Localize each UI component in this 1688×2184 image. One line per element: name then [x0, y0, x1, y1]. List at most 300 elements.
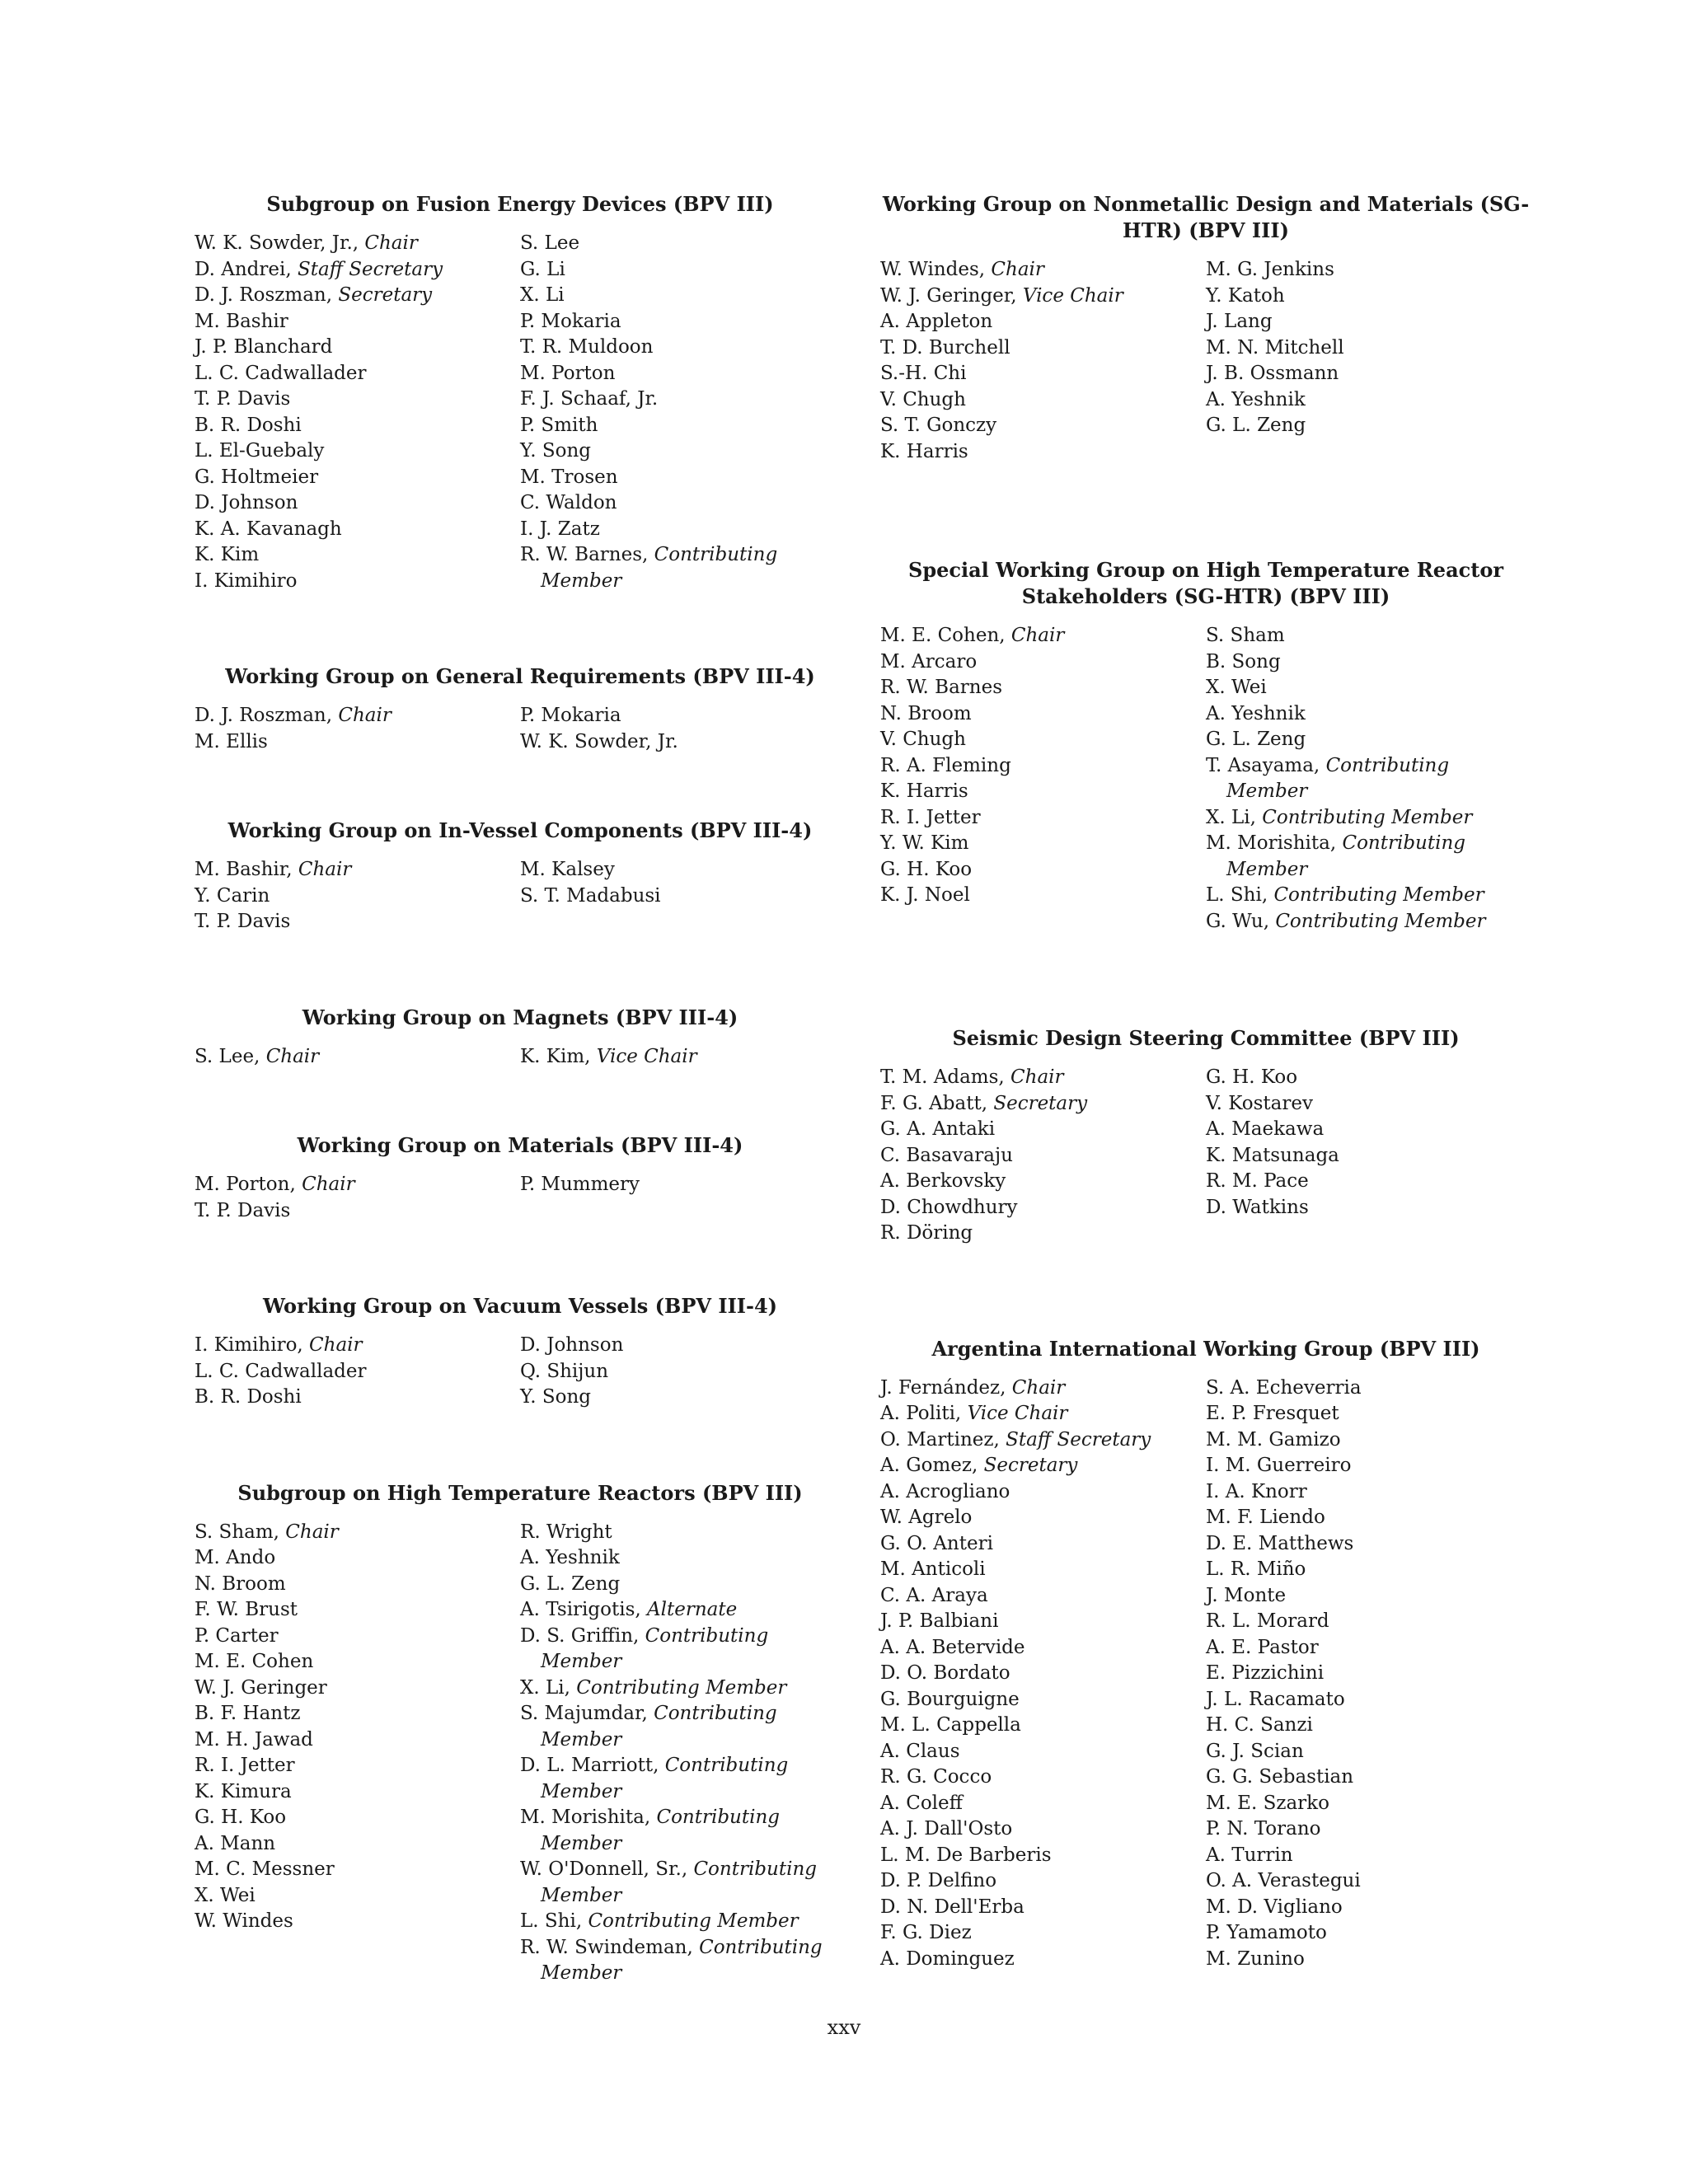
member-name: M. E. Cohen	[195, 1651, 314, 1672]
member-entry	[880, 257, 1206, 284]
member-entry	[520, 465, 846, 491]
member-name: G. H. Koo	[880, 858, 973, 880]
member-name: M. Ando	[195, 1547, 276, 1568]
member-name: I. A. Knorr	[1206, 1480, 1307, 1502]
member-entry	[1206, 284, 1531, 310]
member-entry	[1206, 701, 1531, 728]
member-name: Q. Shijun	[520, 1360, 609, 1382]
member-entry	[880, 779, 1206, 805]
member-entry	[520, 283, 846, 309]
member-name: O. A. Verastegui	[1206, 1870, 1361, 1891]
member-entry	[1206, 1816, 1531, 1843]
member-entry	[880, 857, 1206, 883]
member-entry	[1206, 1609, 1531, 1635]
member-entry	[520, 1624, 846, 1675]
member-name: C. Basavaraju	[880, 1144, 1013, 1166]
member-entry	[880, 1661, 1206, 1687]
member-name: A. J. Dall'Osto	[880, 1818, 1013, 1840]
member-columns	[880, 1065, 1531, 1247]
member-name: J. Lang	[1206, 311, 1273, 332]
member-entry	[880, 439, 1206, 466]
member-name: G. A. Antaki	[880, 1118, 996, 1140]
member-name: D. O. Bordato	[880, 1662, 1010, 1684]
committee-group	[880, 1336, 1531, 1973]
member-name: S. Lee	[520, 232, 580, 254]
member-name: B. R. Doshi	[195, 414, 302, 436]
committee-group	[195, 1132, 846, 1224]
member-name: M. Ellis	[195, 730, 268, 752]
member-entry	[1206, 883, 1531, 909]
member-role: Chair	[298, 859, 352, 880]
member-entry	[1206, 1920, 1531, 1947]
member-name: F. W. Brust	[195, 1599, 298, 1620]
committee-group	[880, 191, 1531, 465]
member-role: Secretary	[983, 1455, 1078, 1476]
member-list	[520, 1520, 846, 1987]
member-name: L. C. Cadwallader	[195, 1360, 367, 1382]
member-name: P. Mummery	[520, 1174, 640, 1195]
member-entry	[520, 883, 846, 910]
member-name: K. Matsunaga	[1206, 1144, 1339, 1166]
member-entry	[1206, 1739, 1531, 1765]
member-name: X. Wei	[1206, 677, 1267, 698]
member-name: A. Coleff	[880, 1792, 963, 1814]
member-entry	[880, 1609, 1206, 1635]
member-entry	[880, 1843, 1206, 1869]
page-number: xxv	[827, 2016, 861, 2039]
member-name: L. C. Cadwallader	[195, 362, 367, 384]
member-name: R. M. Pace	[1206, 1170, 1309, 1192]
member-entry	[1206, 257, 1531, 284]
member-name: T. P. Davis	[195, 388, 291, 410]
member-name: M. M. Gamizo	[1206, 1428, 1341, 1451]
member-name: M. H. Jawad	[195, 1728, 313, 1750]
member-columns	[195, 1333, 846, 1411]
member-entry	[1206, 909, 1531, 935]
member-name: X. Li,	[1206, 806, 1256, 828]
group-title: Argentina International Working Group (BPV III)	[931, 1336, 1480, 1361]
member-name: V. Kostarev	[1206, 1092, 1313, 1114]
member-list	[1206, 1065, 1531, 1247]
member-name: Y. Song	[520, 440, 591, 462]
member-name: X. Wei	[195, 1884, 256, 1906]
member-entry	[195, 231, 520, 257]
member-list	[880, 257, 1206, 465]
member-name: T. M. Adams,	[880, 1066, 1005, 1088]
member-entry	[880, 1453, 1206, 1479]
member-name: S. Sham,	[195, 1521, 279, 1543]
member-entry	[195, 1333, 520, 1359]
member-entry	[520, 729, 846, 756]
member-entry	[520, 1572, 846, 1598]
member-role: Contributing Member	[541, 544, 778, 592]
member-entry	[520, 542, 846, 594]
member-name: S. Lee,	[195, 1045, 260, 1067]
member-name: K. Kimura	[195, 1780, 292, 1802]
member-entry	[1206, 623, 1531, 649]
member-role: Chair	[338, 705, 392, 726]
member-name: A. Berkovsky	[880, 1170, 1006, 1192]
member-list	[1206, 257, 1531, 465]
member-entry	[195, 1359, 520, 1385]
member-entry	[520, 1597, 846, 1624]
member-entry	[880, 649, 1206, 676]
member-entry	[520, 1359, 846, 1385]
member-name: P. Mokaria	[520, 310, 621, 332]
member-name: F. G. Abatt,	[880, 1092, 988, 1114]
member-entry	[1206, 335, 1531, 362]
member-entry	[880, 1479, 1206, 1506]
member-name: M. D. Vigliano	[1206, 1896, 1343, 1918]
member-name: A. Tsirigotis,	[520, 1599, 641, 1620]
member-entry	[880, 1713, 1206, 1739]
member-entry	[195, 283, 520, 309]
member-entry	[1206, 831, 1531, 883]
member-entry	[520, 1753, 846, 1805]
member-name: P. Yamamoto	[1206, 1922, 1327, 1943]
member-entry	[195, 1727, 520, 1754]
member-columns	[195, 703, 846, 755]
member-entry	[1206, 1505, 1531, 1531]
member-entry	[195, 1675, 520, 1702]
member-entry	[520, 1701, 846, 1753]
member-name: X. Li	[520, 284, 565, 306]
member-name: D. S. Griffin,	[520, 1624, 640, 1647]
member-entry	[880, 1401, 1206, 1427]
member-entry	[1206, 753, 1531, 805]
member-name: J. Fernández,	[880, 1376, 1006, 1399]
member-name: D. Watkins	[1206, 1196, 1309, 1218]
member-entry	[880, 361, 1206, 387]
member-entry	[195, 438, 520, 465]
member-entry	[1206, 1713, 1531, 1739]
member-columns	[195, 231, 846, 594]
member-name: S. Sham	[1206, 625, 1285, 646]
member-name: W. Agrelo	[880, 1507, 973, 1528]
member-entry	[1206, 1843, 1531, 1869]
member-entry	[195, 1883, 520, 1910]
member-name: R. W. Barnes,	[520, 544, 649, 565]
member-entry	[880, 753, 1206, 780]
member-entry	[1206, 1091, 1531, 1118]
member-entry	[1206, 1065, 1531, 1091]
member-name: G. L. Zeng	[1206, 415, 1306, 436]
member-name: G. O. Anteri	[880, 1532, 993, 1554]
member-name: F. G. Diez	[880, 1922, 972, 1943]
member-entry	[880, 1635, 1206, 1661]
member-entry	[195, 1857, 520, 1883]
member-entry	[520, 413, 846, 439]
member-columns	[880, 623, 1531, 935]
member-name: M. Arcaro	[880, 650, 978, 673]
group-title: Special Working Group on High Temperature Reactor Stakeholders (SG-HTR) (BPV III)	[908, 558, 1503, 608]
member-columns	[195, 1172, 846, 1224]
member-entry	[195, 1805, 520, 1831]
member-entry	[195, 387, 520, 413]
member-name: K. Harris	[880, 780, 968, 802]
member-entry	[520, 231, 846, 257]
member-entry	[520, 387, 846, 413]
member-name: V. Chugh	[880, 729, 966, 750]
member-name: I. Kimihiro,	[195, 1334, 303, 1356]
member-entry	[1206, 1195, 1531, 1221]
member-entry	[1206, 1583, 1531, 1610]
member-entry	[520, 438, 846, 465]
member-entry	[1206, 361, 1531, 387]
member-name: Y. Song	[520, 1386, 591, 1408]
member-name: T. Asayama,	[1206, 754, 1320, 776]
member-name: K. Kim,	[520, 1045, 591, 1067]
member-entry	[195, 542, 520, 569]
member-entry	[1206, 1117, 1531, 1143]
member-entry	[195, 1572, 520, 1598]
member-name: D. E. Matthews	[1206, 1532, 1354, 1554]
member-name: M. Kalsey	[520, 859, 615, 880]
member-name: L. R. Miño	[1206, 1558, 1306, 1580]
member-role: Secretary	[993, 1092, 1088, 1114]
member-name: R. I. Jetter	[195, 1755, 295, 1776]
member-name: Y. W. Kim	[880, 832, 969, 854]
member-name: N. Broom	[195, 1572, 286, 1595]
member-entry	[195, 703, 520, 729]
member-entry	[1206, 1687, 1531, 1713]
member-name: P. N. Torano	[1206, 1818, 1321, 1840]
member-name: M. Zunino	[1206, 1947, 1305, 1970]
member-entry	[1206, 1376, 1531, 1402]
member-role: Chair	[302, 1174, 355, 1195]
member-entry	[880, 284, 1206, 310]
member-name: A. Maekawa	[1206, 1118, 1325, 1140]
member-role: Chair	[1010, 625, 1065, 646]
member-entry	[1206, 1895, 1531, 1921]
member-entry	[195, 335, 520, 361]
member-entry	[1206, 1557, 1531, 1583]
member-entry	[520, 1385, 846, 1411]
member-name: L. Shi,	[1206, 884, 1268, 906]
member-entry	[880, 1195, 1206, 1221]
member-name: T. P. Davis	[195, 1199, 291, 1221]
committee-group	[195, 818, 846, 935]
member-name: G. Bourguigne	[880, 1688, 1020, 1710]
member-entry	[520, 1333, 846, 1359]
member-name: A. Claus	[880, 1740, 960, 1762]
member-entry	[195, 909, 520, 935]
member-role: Chair	[364, 232, 418, 254]
member-entry	[195, 490, 520, 517]
member-entry	[880, 1920, 1206, 1947]
member-name: G. Holtmeier	[195, 466, 319, 488]
member-entry	[195, 1831, 520, 1858]
member-entry	[1206, 649, 1531, 676]
member-name: W. Windes,	[880, 259, 986, 280]
member-entry	[880, 1531, 1206, 1558]
member-name: K. Harris	[880, 440, 968, 462]
member-entry	[880, 1091, 1206, 1118]
member-name: S.-H. Chi	[880, 363, 967, 384]
member-name: K. A. Kavanagh	[195, 518, 342, 540]
member-entry	[880, 309, 1206, 335]
member-entry	[880, 727, 1206, 753]
member-entry	[520, 1935, 846, 1987]
member-entry	[1206, 1531, 1531, 1558]
member-name: I. J. Zatz	[520, 518, 600, 540]
member-entry	[880, 1765, 1206, 1791]
member-entry	[195, 309, 520, 335]
member-entry	[195, 857, 520, 883]
member-name: M. Bashir,	[195, 859, 293, 880]
right-column	[880, 191, 1531, 1972]
member-name: O. Martinez,	[880, 1428, 1000, 1451]
member-list	[880, 1065, 1206, 1247]
member-name: J. Monte	[1206, 1584, 1287, 1606]
member-name: R. Döring	[880, 1222, 973, 1244]
member-name: R. G. Cocco	[880, 1766, 992, 1788]
member-entry	[880, 1169, 1206, 1195]
member-entry	[880, 1065, 1206, 1091]
member-name: X. Li,	[520, 1676, 570, 1699]
member-role: Staff Secretary	[297, 258, 443, 280]
member-entry	[880, 387, 1206, 414]
member-name: G. Wu,	[1206, 910, 1270, 932]
member-list	[520, 857, 846, 935]
member-entry	[1206, 675, 1531, 701]
member-name: D. P. Delfino	[880, 1870, 997, 1891]
member-name: V. Chugh	[880, 388, 966, 410]
member-entry	[880, 1505, 1206, 1531]
member-entry	[520, 1675, 846, 1702]
member-entry	[195, 465, 520, 491]
member-name: A. Politi,	[880, 1403, 962, 1424]
member-name: G. H. Koo	[1206, 1066, 1298, 1088]
member-list	[880, 1376, 1206, 1973]
member-name: J. P. Balbiani	[880, 1610, 999, 1632]
member-entry	[880, 1143, 1206, 1169]
member-name: R. L. Morard	[1206, 1610, 1329, 1632]
member-name: I. M. Guerreiro	[1206, 1455, 1352, 1476]
member-entry	[1206, 1947, 1531, 1973]
member-list	[520, 703, 846, 755]
member-name: D. L. Marriott,	[520, 1755, 659, 1776]
member-name: A. Turrin	[1206, 1844, 1293, 1866]
member-name: T. R. Muldoon	[520, 336, 654, 358]
member-entry	[520, 1172, 846, 1198]
member-name: R. W. Swindeman,	[520, 1936, 693, 1958]
member-name: W. J. Geringer,	[880, 284, 1017, 307]
member-name: L. M. De Barberis	[880, 1844, 1052, 1866]
member-columns	[195, 1520, 846, 1987]
member-name: P. Carter	[195, 1624, 279, 1647]
member-entry	[195, 1044, 520, 1071]
member-role: Vice Chair	[596, 1045, 697, 1067]
member-role: Chair	[991, 259, 1044, 280]
member-entry	[880, 1117, 1206, 1143]
member-name: K. Kim	[195, 544, 260, 565]
member-list	[1206, 1376, 1531, 1973]
member-name: A. A. Betervide	[880, 1636, 1025, 1658]
member-entry	[1206, 413, 1531, 439]
member-name: G. G. Sebastian	[1206, 1766, 1354, 1788]
member-role: Chair	[309, 1334, 363, 1356]
committee-group	[195, 1005, 846, 1071]
member-name: A. Yeshnik	[1206, 702, 1306, 724]
member-list	[1206, 623, 1531, 935]
member-role: Contributing Member	[576, 1676, 787, 1699]
member-name: S. T. Madabusi	[520, 884, 661, 907]
member-entry	[195, 1753, 520, 1779]
member-entry	[880, 1687, 1206, 1713]
member-name: J. L. Racamato	[1206, 1688, 1345, 1710]
member-list	[520, 1044, 846, 1071]
member-name: N. Broom	[880, 702, 972, 724]
member-name: A. Dominguez	[880, 1947, 1015, 1970]
member-name: D. N. Dell'Erba	[880, 1896, 1025, 1918]
member-entry	[520, 1044, 846, 1071]
member-entry	[880, 1376, 1206, 1402]
member-name: L. El-Guebaly	[195, 440, 325, 462]
member-entry	[195, 413, 520, 439]
member-entry	[880, 701, 1206, 728]
member-name: J. P. Blanchard	[195, 336, 333, 358]
member-name: M. Morishita,	[1206, 832, 1337, 854]
member-entry	[1206, 1765, 1531, 1791]
member-name: P. Smith	[520, 414, 598, 436]
member-entry	[195, 1624, 520, 1650]
member-entry	[880, 1791, 1206, 1817]
group-title: Working Group on In-Vessel Components (BPV III-4)	[227, 818, 813, 842]
member-name: R. W. Barnes	[880, 677, 1003, 698]
member-role: Contributing Member	[541, 1703, 777, 1750]
member-role: Contributing Member	[541, 1755, 789, 1802]
member-entry	[195, 1597, 520, 1624]
member-entry	[880, 1739, 1206, 1765]
member-role: Alternate	[647, 1599, 738, 1620]
committee-group	[195, 1293, 846, 1411]
member-entry	[195, 1198, 520, 1225]
member-name: S. A. Echeverria	[1206, 1376, 1362, 1399]
member-role: Contributing Member	[588, 1910, 799, 1932]
member-name: D. J. Roszman,	[195, 705, 333, 726]
member-entry	[195, 361, 520, 387]
member-name: W. K. Sowder, Jr.	[520, 730, 678, 752]
member-entry	[880, 805, 1206, 832]
member-entry	[195, 1385, 520, 1411]
member-list	[195, 1044, 520, 1071]
member-entry	[880, 1583, 1206, 1610]
member-entry	[1206, 309, 1531, 335]
member-entry	[195, 517, 520, 543]
committee-group	[195, 1480, 846, 1987]
member-entry	[1206, 1427, 1531, 1454]
member-name: I. Kimihiro	[195, 569, 298, 592]
member-role: Vice Chair	[967, 1403, 1068, 1424]
member-role: Contributing Member	[541, 1807, 781, 1854]
member-entry	[520, 335, 846, 361]
member-name: R. A. Fleming	[880, 754, 1011, 776]
member-list	[195, 231, 520, 594]
member-list	[520, 1333, 846, 1411]
member-entry	[520, 517, 846, 543]
member-entry	[880, 623, 1206, 649]
member-entry	[880, 413, 1206, 439]
member-name: W. J. Geringer	[195, 1676, 327, 1699]
member-entry	[1206, 1661, 1531, 1687]
member-entry	[880, 831, 1206, 857]
member-name: W. Windes	[195, 1910, 293, 1932]
member-role: Chair	[1011, 1376, 1066, 1399]
member-name: M. Morishita,	[520, 1807, 651, 1828]
member-columns	[195, 1044, 846, 1071]
group-title: Working Group on Vacuum Vessels (BPV III-4)	[262, 1294, 778, 1318]
